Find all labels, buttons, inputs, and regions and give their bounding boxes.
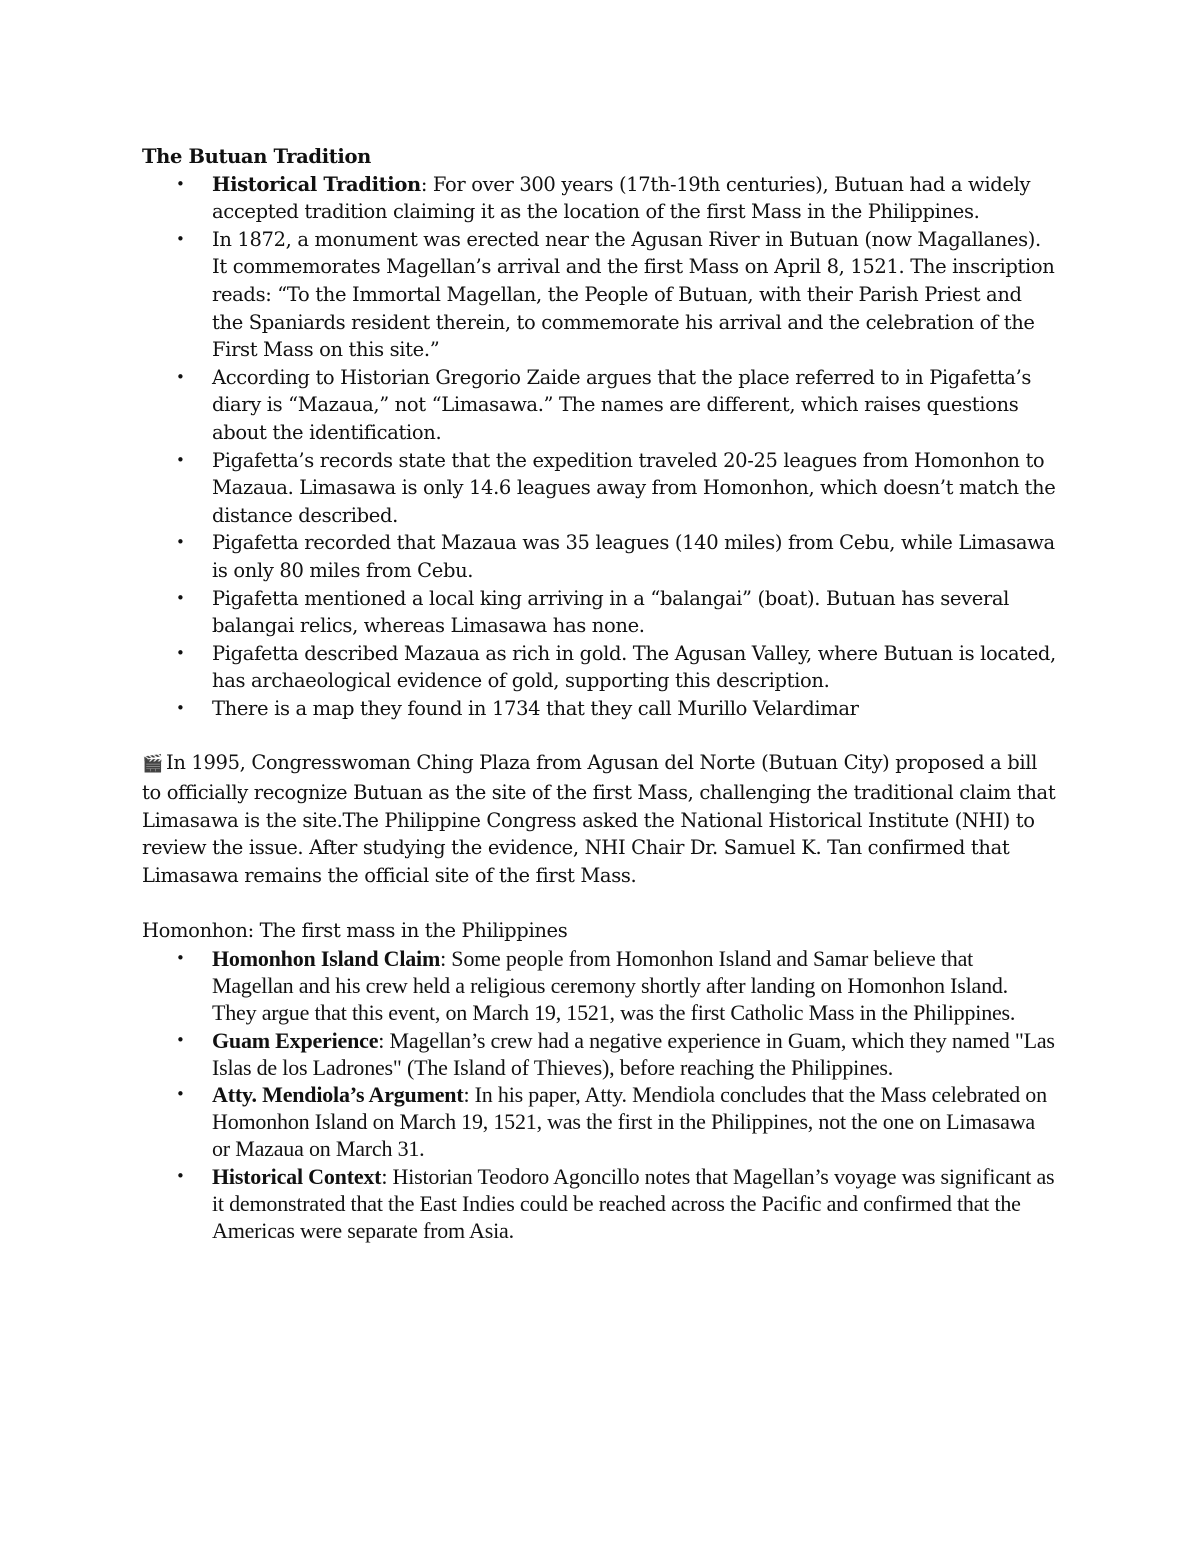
list-item-text: According to Historian Gregorio Zaide argues that the place referred to in Pigafetta’s diary is “Mazaua,” not “Limasawa.” The names are different, which raises questions about the identification. [212, 365, 1032, 444]
bullet-marker: • [176, 174, 185, 193]
list-item-text: : Historian Teodoro Agoncillo notes that Magellan’s voyage was significant as it demonstrated that the East Indies could be reached across the Pacific and confirmed that the Americas were separate from Asia. [212, 1163, 1055, 1244]
list-item-text: Pigafetta described Mazaua as rich in gold. The Agusan Valley, where Butuan is located, has archaeological evidence of gold, supporting this description. [212, 641, 1056, 693]
homonhon-bullet-list [142, 945, 1057, 1244]
list-item-lead: Atty. Mendiola’s Argument [212, 1082, 464, 1108]
section-title-butuan: The Butuan Tradition [142, 145, 371, 168]
list-item-text: Pigafetta recorded that Mazaua was 35 leagues (140 miles) from Cebu, while Limasawa is only 80 miles from Cebu. [212, 531, 1055, 582]
list-item-text: Pigafetta mentioned a local king arriving in a “balangai” (boat). Butuan has several balangai relics, whereas Limasawa has none. [212, 586, 1010, 638]
list-item [142, 1081, 1057, 1163]
list-item-lead: Historical Context [212, 1163, 382, 1189]
list-item [142, 695, 1057, 723]
list-item [142, 945, 1057, 1027]
list-item-text: : Magellan’s crew had a negative experience in Guam, which they named "Las Islas de los Ladrones" (The Island of Thieves), before reaching the Philippines. [212, 1027, 1055, 1080]
list-item-text: : In his paper, Atty. Mendiola concludes that the Mass celebrated on Homonhon Island on March 19, 1521, was the first in the Philippines, not the one on Limasawa or Mazaua on March 31. [212, 1082, 1047, 1162]
bullet-marker: • [176, 643, 185, 662]
note-text: In 1995, Congresswoman Ching Plaza from Agusan del Norte (Butuan City) proposed a bill to officially recognize Butuan as the site of the first Mass, challenging the traditional claim that Limasawa is the site.The Philippine Congress asked the National Historical Institute (NHI) to review the issue. After studying the evidence, NHI Chair Dr. Samuel K. Tan confirmed that Limasawa remains the official site of the first Mass. [142, 751, 1056, 887]
list-item [142, 640, 1057, 695]
list-item-text: : For over 300 years (17th-19th centuries), Butuan had a widely accepted tradition claiming it as the location of the first Mass in the Philippines. [212, 172, 1031, 224]
list-item [142, 1027, 1057, 1081]
bullet-marker: • [176, 450, 185, 469]
list-item-text: Pigafetta’s records state that the expedition traveled 20-25 leagues from Homonhon to Mazaua. Limasawa is only 14.6 leagues away from Homonhon, which doesn’t match the distance described. [212, 448, 1056, 527]
list-item [142, 1163, 1057, 1245]
list-item [142, 529, 1057, 584]
list-item [142, 364, 1057, 447]
list-item-text: There is a map they found in 1734 that they call Murillo Velardimar [212, 696, 859, 720]
bullet-marker: • [176, 367, 185, 386]
butuan-bullet-list [142, 171, 1057, 723]
bullet-marker: • [176, 533, 185, 552]
list-item-lead: Guam Experience [212, 1027, 379, 1053]
section-title-homonhon: Homonhon: The first mass in the Philippines [142, 919, 568, 943]
document-body [142, 143, 1057, 1244]
bullet-marker: • [176, 229, 185, 248]
bullet-marker: • [176, 1030, 185, 1049]
list-item-text: : Some people from Homonhon Island and Samar believe that Magellan and his crew held a religious ceremony shortly after landing on Homonhon Island. They argue that this event, on March 19, 1521, was the first Catholic Mass in the Philippines. [212, 946, 1016, 1026]
bullet-marker: • [176, 698, 185, 717]
congress-note-paragraph [142, 749, 1057, 889]
list-item [142, 447, 1057, 530]
list-item [142, 226, 1057, 364]
bullet-marker: • [176, 1085, 185, 1104]
bullet-marker: • [176, 588, 185, 607]
list-item [142, 171, 1057, 226]
clapperboard-icon: 🎬 [142, 754, 163, 775]
bullet-marker: • [176, 1166, 185, 1185]
list-item [142, 585, 1057, 640]
bullet-marker: • [176, 949, 185, 968]
list-item-lead: Homonhon Island Claim [212, 946, 441, 972]
list-item-text: In 1872, a monument was erected near the Agusan River in Butuan (now Magallanes). It commemorates Magellan’s arrival and the first Mass on April 8, 1521. The inscription reads: “To the Immortal Magellan, the People of Butuan, with their Parish Priest and the Spaniards resident therein, to commemorate his arrival and the celebration of the First Mass on this site.” [212, 227, 1055, 362]
list-item-lead: Historical Tradition [212, 172, 421, 196]
